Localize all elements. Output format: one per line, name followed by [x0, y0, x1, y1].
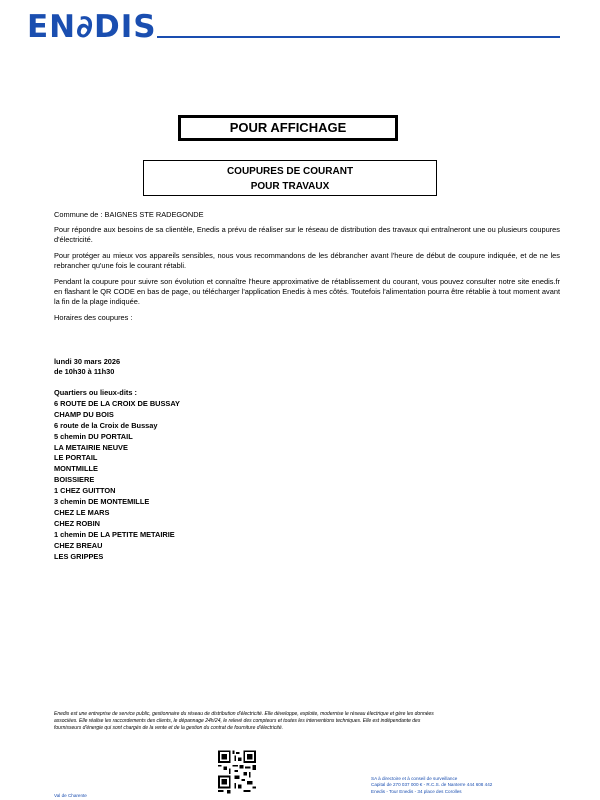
company-info-line-3: Enedis - Tour Enedis - 34 place des Corolles	[371, 788, 462, 794]
footer-company-info	[371, 776, 591, 795]
list-item: 5 chemin DU PORTAIL	[54, 431, 133, 441]
list-item: CHEZ ROBIN	[54, 518, 100, 528]
list-item: 1 CHEZ GUITTON	[54, 486, 116, 496]
list-item: LES GRIPPES	[54, 551, 104, 561]
qr-code-icon[interactable]	[218, 750, 256, 794]
company-info-line-1: SA à directoire et à conseil de surveillance	[371, 776, 458, 781]
footer-legal-text	[54, 711, 554, 732]
list-item: LA METAIRIE NEUVE	[54, 442, 128, 452]
company-info-line-2: Capital de 270 037 000 € - R.C.S. de Nanterre 444 608 442	[371, 782, 493, 788]
pour-affichage-title: POUR AFFICHAGE	[178, 115, 398, 141]
notice-content	[54, 210, 560, 563]
footer-line-3: fournisseurs d'énergie qui sont chargés de la vente et de la gestion du contrat de fourniture d'électricité.	[54, 725, 283, 731]
quartiers-list	[54, 388, 560, 563]
header-rule	[157, 36, 560, 38]
list-item: 3 chemin DE MONTEMILLE	[54, 497, 150, 507]
list-item: 6 ROUTE DE LA CROIX DE BUSSAY	[54, 398, 180, 408]
list-item: CHEZ BREAU	[54, 540, 103, 550]
suivi-paragraph: Pendant la coupure pour suivre son évolution et connaître l'heure approximative de rétablissement du courant, vous pouvez consulter notre site enedis.fr en flashant le QR CODE en bas de page, ou télécharger l'application Enedis à mes côtés. Toutefois l'alimentation pourra être rétablie à tout moment avant la fin de la plage indiquée.	[54, 277, 560, 306]
footer-line-1: Enedis est une entreprise de service public, gestionnaire du réseau de distribution d'électricité. Elle développe, exploite, modernise le réseau électrique et gère les données	[54, 711, 434, 717]
date-block	[54, 357, 560, 377]
list-item: BOISSIERE	[54, 475, 95, 485]
footer-line-2: associées. Elle réalise les raccordements des clients, le dépannage 24h/24, le relevé des compteurs et toutes les interventions techniques. Elle est indépendante des	[54, 718, 421, 724]
list-item: LE PORTAIL	[54, 453, 98, 463]
list-item: 6 route de la Croix de Bussay	[54, 420, 158, 430]
list-item: 1 chemin DE LA PETITE METAIRIE	[54, 529, 175, 539]
footer-region: Val de Charente	[54, 793, 87, 798]
quartiers-label: Quartiers ou lieux-dits :	[54, 388, 137, 397]
list-item: MONTMILLE	[54, 464, 98, 474]
coupures-title-line2: POUR TRAVAUX	[250, 181, 330, 192]
list-item: CHEZ LE MARS	[54, 507, 110, 517]
horaires-label: Horaires des coupures :	[54, 313, 133, 322]
coupures-title-box	[143, 160, 437, 196]
protection-paragraph: Pour protéger au mieux vos appareils sensibles, nous vous recommandons de les débrancher avant l'heure de début de coupure indiquée, et de ne les rebrancher qu'une fois le courant rétabli.	[54, 251, 560, 270]
enedis-logo: EN∂DIS	[27, 9, 157, 45]
list-item: CHAMP DU BOIS	[54, 409, 114, 419]
outage-time: de 10h30 à 11h30	[54, 367, 115, 376]
commune-line: Commune de : BAIGNES STE RADEGONDE	[54, 210, 204, 219]
outage-date: lundi 30 mars 2026	[54, 357, 121, 366]
coupures-title-line1: COUPURES DE COURANT	[226, 166, 354, 177]
intro-paragraph: Pour répondre aux besoins de sa clientèle, Enedis a prévu de réaliser sur le réseau de distribution des travaux qui entraîneront une ou plusieurs coupures d'électricité.	[54, 225, 560, 244]
